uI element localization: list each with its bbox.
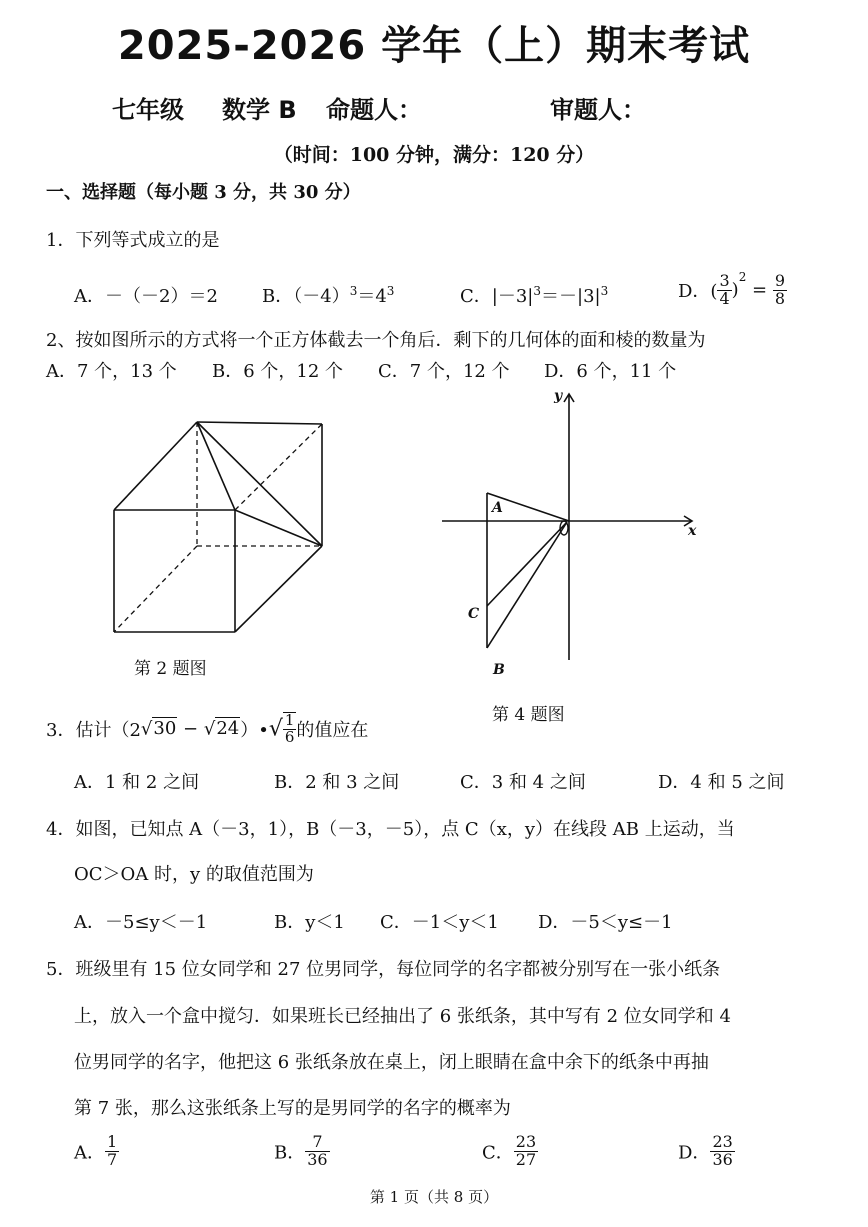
coordinate-figure [436, 386, 708, 686]
fig4-caption: 第 4 题图 [492, 705, 565, 725]
q5-c-den: 27 [515, 1149, 537, 1169]
q3-minus: − [177, 718, 204, 740]
q1-d-close: ) [731, 279, 739, 301]
q5-option-a [74, 1134, 119, 1169]
q4-option-d: D．－5＜y≤－1 [538, 912, 673, 933]
q4-line1: 4．如图，已知点 A（－3，1），B（－3，－5），点 C（x，y）在线段 AB 上运动，当 [46, 819, 735, 840]
segment-ob [487, 522, 567, 648]
q1-d-den: 4 [719, 288, 730, 308]
q5-d-num: 23 [712, 1132, 733, 1151]
q3-text-a: 估计（2 [75, 719, 141, 741]
cut-edge [235, 510, 322, 546]
q3-option-d: D．4 和 5 之间 [658, 772, 785, 793]
q1-d-eq: = [746, 279, 773, 301]
q1-d-label: D．( [678, 281, 718, 302]
q1-d-exp: 2 [738, 270, 747, 284]
q5-b-num: 7 [305, 1134, 329, 1152]
cube-edge [235, 546, 322, 632]
q5-line1: 5．班级里有 15 位女同学和 27 位男同学，每位同学的名字都被分别写在一张小纸条 [46, 959, 721, 980]
cut-edge [197, 422, 235, 510]
q1-b-eq: ＝4 [357, 286, 387, 307]
q1-b-base: B．（－4） [262, 286, 350, 307]
point-a-label: A [492, 500, 503, 516]
cube-edge [197, 422, 322, 424]
exam-title: 2025-2026 学年（上）期末考试 [117, 23, 751, 69]
cut-edge [197, 422, 322, 546]
hidden-edge [235, 424, 322, 510]
hidden-edge [114, 546, 197, 632]
q3-rad2: 24 [216, 718, 240, 740]
q3-frac [283, 712, 297, 746]
setter-label: 命题人： [326, 96, 422, 124]
q3-rad1: 30 [153, 718, 177, 740]
q5-d-frac [710, 1134, 734, 1169]
cube-figure [100, 412, 340, 647]
q3-option-a: A．1 和 2 之间 [74, 772, 200, 793]
time-info: （时间：100 分钟，满分：120 分） [273, 144, 595, 166]
q3-text-c: 的值应在 [296, 719, 369, 741]
q4-line2: OC＞OA 时，y 的取值范围为 [74, 864, 314, 885]
fig2-caption: 第 2 题图 [134, 659, 207, 679]
q4-option-b: B．y＜1 [274, 912, 345, 933]
page-number: 第 1 页（共 8 页） [369, 1188, 499, 1206]
q1-b-exp2: 3 [386, 284, 395, 298]
q3-option-c: C．3 和 4 之间 [460, 772, 586, 793]
q1-number: 1． [46, 230, 76, 251]
q5-c-frac [514, 1134, 538, 1169]
q5-a-den: 7 [107, 1149, 118, 1169]
q1-c-mid: ＝－|3| [541, 286, 601, 307]
q5-c-label: C． [482, 1142, 514, 1164]
subject-label: 数学 B [222, 96, 297, 124]
q3-number: 3． [46, 719, 76, 741]
q1-stem [46, 226, 219, 252]
q5-b-label: B． [274, 1142, 306, 1164]
q3-frac-den: 6 [284, 727, 295, 746]
q5-option-c [482, 1134, 538, 1169]
q1-text: 下列等式成立的是 [75, 230, 220, 251]
q5-a-num: 1 [107, 1132, 118, 1151]
q5-d-label: D． [678, 1142, 711, 1164]
q1-d-rnum: 9 [774, 270, 786, 290]
q5-line2: 上，放入一个盒中搅匀．如果班长已经抽出了 6 张纸条，其中写有 2 位女同学和 4 [74, 1006, 731, 1027]
q5-line3: 位男同学的名字，他把这 6 张纸条放在桌上，闭上眼睛在盒中余下的纸条中再抽 [74, 1052, 709, 1073]
grade-label: 七年级 [112, 96, 184, 124]
reviewer-label: 审题人： [550, 96, 646, 124]
q5-a-label: A． [74, 1142, 105, 1164]
q1-option-a: A．－（－2）＝2 [74, 286, 218, 307]
q5-a-frac [105, 1134, 119, 1169]
y-axis-label: y [554, 388, 563, 404]
q1-b-exp: 3 [349, 284, 358, 298]
q5-b-den: 36 [307, 1149, 328, 1169]
q2-option-d: D．6 个，11 个 [544, 361, 677, 382]
q4-option-c: C．－1＜y＜1 [380, 912, 499, 933]
q4-option-a: A．－5≤y＜－1 [74, 912, 208, 933]
q2-option-a: A．7 个，13 个 [46, 361, 177, 382]
q1-option-b [262, 282, 394, 308]
q5-c-num: 23 [515, 1132, 537, 1151]
section-title: 一、选择题（每小题 3 分，共 30 分） [46, 182, 361, 203]
q1-d-num: 3 [719, 270, 730, 290]
point-c-label: C [468, 606, 480, 622]
q2-option-b: B．6 个，12 个 [212, 361, 344, 382]
q1-c-exp2: 3 [600, 284, 609, 298]
q1-d-frac [717, 270, 731, 308]
q1-d-rden: 8 [774, 288, 786, 308]
q2-option-c: C．7 个，12 个 [378, 361, 510, 382]
q5-d-den: 36 [712, 1149, 733, 1169]
q3-frac-num: 1 [284, 711, 295, 729]
q5-option-d [678, 1134, 735, 1169]
q1-option-c [460, 282, 608, 308]
q1-d-result [773, 270, 787, 308]
q3-stem: 3．估计（2√30 − √24）•√ $\frac{1}{6}$ 的值应在 [46, 711, 369, 746]
q1-c-base: C．|－3| [460, 286, 534, 307]
q1-c-exp: 3 [533, 284, 541, 298]
cube-edge [114, 422, 197, 510]
segment-oc [487, 522, 567, 606]
q5-option-b [274, 1134, 330, 1169]
q5-line4: 第 7 张，那么这张纸条上写的是男同学的名字的概率为 [74, 1098, 511, 1119]
q3-text-b: ）• [240, 719, 269, 741]
q2-stem: 2、按如图所示的方式将一个正方体截去一个角后．剩下的几何体的面和棱的数量为 [46, 330, 706, 351]
q5-b-frac [305, 1134, 329, 1169]
q1-option-d [678, 270, 787, 307]
point-b-label: B [493, 662, 505, 678]
q3-option-b: B．2 和 3 之间 [274, 772, 400, 793]
x-axis-label: x [688, 523, 697, 539]
